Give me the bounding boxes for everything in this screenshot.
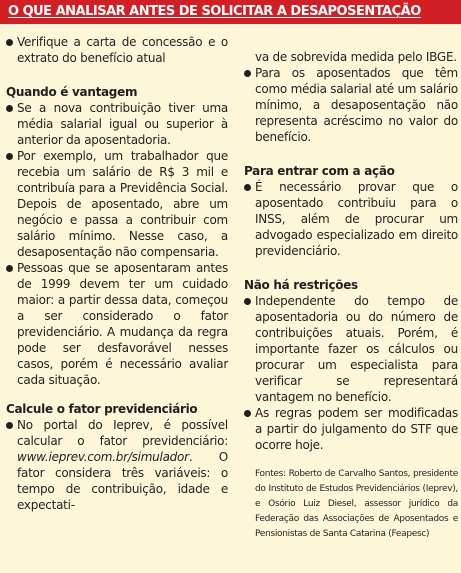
bullet-icon: [6, 105, 13, 112]
quando-item-3-text: Pessoas que se aposentaram antes de 1999 devem ter um cuidado maior: a partir dessa data, começou a ser considerado o fator previdenciário. A mudança da regra pode ser desfavorável nesses casos, porém é necessário avaliar cada situação.: [17, 261, 228, 387]
bullet-icon: [244, 410, 251, 417]
aposentados-item: [244, 65, 458, 145]
restricoes-item-2-text: As regras podem ser modificadas a partir do julgamento do STF que ocorre hoje.: [255, 406, 458, 452]
calcule-item-after: . O fator considera três variáveis: o tempo de contribuição, idade e expectati-: [17, 450, 228, 512]
calcule-heading: Calcule o fator previdenciário: [6, 402, 198, 416]
restricoes-heading: Não há restrições: [244, 278, 358, 292]
right-column: [244, 49, 458, 542]
bullet-icon: [6, 39, 13, 46]
banner-title: O QUE ANALISAR ANTES DE SOLICITAR A DESAPOSENTAÇÃO: [8, 4, 421, 19]
calcule-item-before: No portal do Ieprev, é possível calcular o fator previdenciário:: [17, 418, 228, 448]
left-column: [6, 34, 228, 513]
acao-heading: Para entrar com a ação: [244, 164, 395, 178]
intro-item: [6, 34, 228, 66]
sources-note: Fontes: Roberto de Carvalho Santos, presidente do Instituto de Estudos Previdenciários (Ieprev), e Osório Luiz Diesel, assessor jurídico da Federação das Associações de Aposentados e Pensionistas de Santa Catarina (Feapesc): [255, 469, 458, 539]
quando-item-1: [6, 100, 228, 148]
bullet-icon: [6, 265, 13, 272]
quando-item-2-text: Por exemplo, um trabalhador que recebia um salário de R$ 3 mil e contribuía para a Previdência Social. Depois de aposentado, abre um negócio e passa a contribuir com salário mínimo. Nesse caso, a desaposentação não compensaria.: [17, 149, 228, 259]
restricoes-item-1: [244, 293, 458, 405]
acao-item-text: É necessário provar que o aposentado contribuiu para o INSS, além de procurar um advogado especializado em direito previdenciário.: [255, 180, 458, 258]
acao-item: [244, 179, 458, 259]
restricoes-item-2: [244, 405, 458, 453]
intro-item-text: Verifique a carta de concessão e o extrato do benefício atual: [17, 35, 228, 65]
bullet-icon: [6, 153, 13, 160]
bullet-icon: [244, 70, 251, 77]
quando-item-1-text: Se a nova contribuição tiver uma média salarial igual ou superior à anterior da aposentadoria.: [17, 101, 228, 147]
aposentados-item-text: Para os aposentados que têm como média salarial até um salário mínimo, a desaposentação não representa acréscimo no valor do benefício.: [255, 66, 458, 144]
calcule-item: [6, 417, 228, 513]
title-banner: [0, 0, 461, 24]
restricoes-item-1-text: Independente do tempo de aposentadoria ou do número de contribuições atuais. Porém, é importante fazer os cálculos ou procurar um especialista para verificar se representará vantagem no benefício.: [255, 294, 458, 404]
simulador-link[interactable]: www.ieprev.com.br/simulador: [17, 450, 189, 464]
bullet-icon: [244, 298, 251, 305]
quando-item-3: [6, 260, 228, 388]
bullet-icon: [6, 422, 13, 429]
quando-heading: Quando é vantagem: [6, 85, 138, 99]
bullet-icon: [244, 184, 251, 191]
quando-item-2: [6, 148, 228, 260]
calcule-item-continued: va de sobrevida medida pelo IBGE.: [255, 50, 457, 64]
